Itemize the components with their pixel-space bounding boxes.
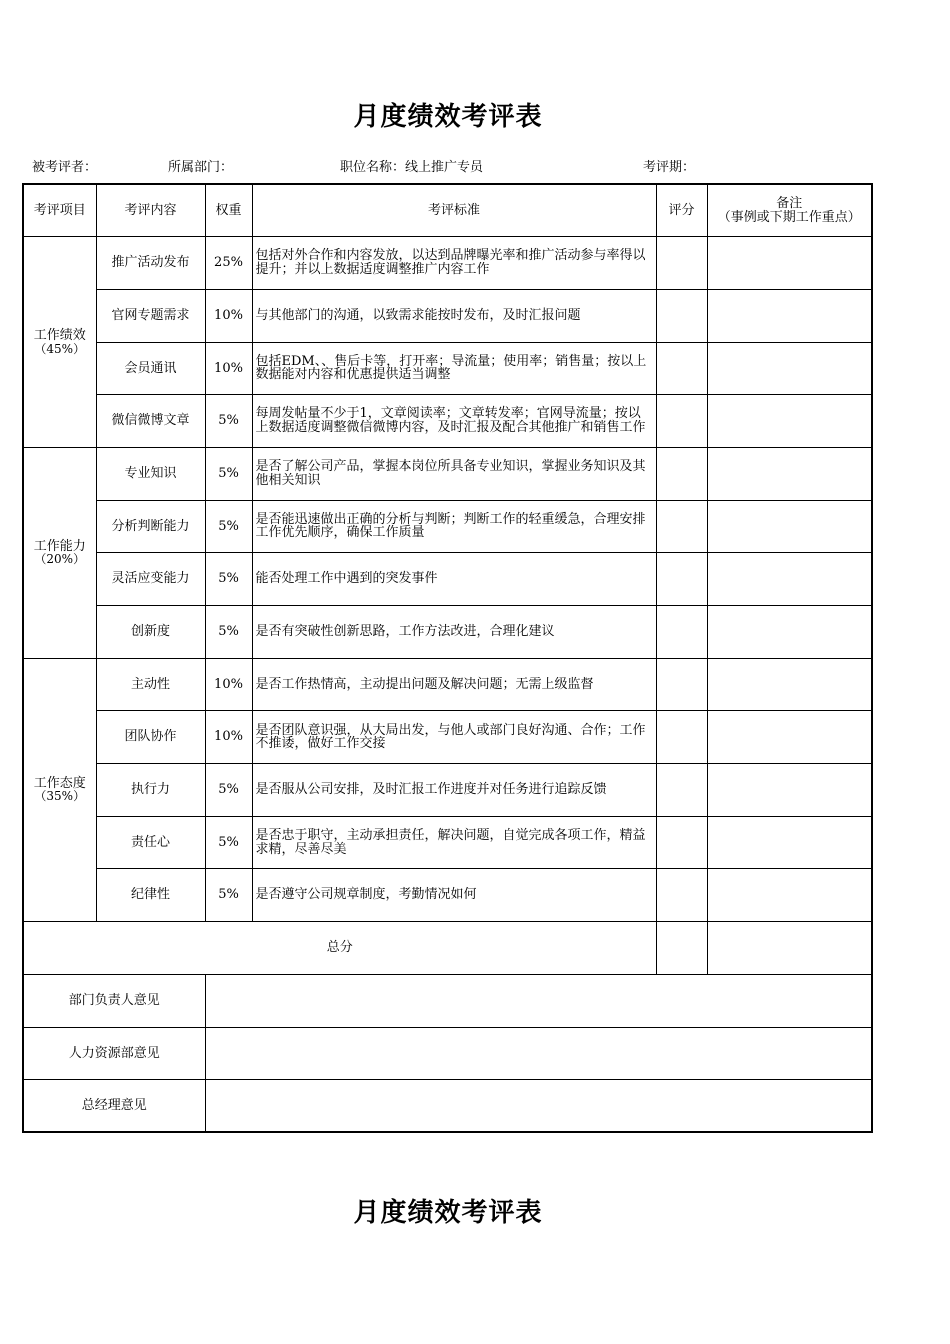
criteria-content: 创新度: [96, 606, 205, 659]
criteria-standard: 包括EDM、、售后卡等，打开率；导流量；使用率；销售量；按以上数据能对内容和优惠提供适当调整: [252, 342, 656, 395]
score-cell[interactable]: [656, 237, 707, 290]
criteria-row: [23, 395, 872, 448]
score-cell[interactable]: [656, 342, 707, 395]
criteria-weight: 5%: [205, 553, 252, 606]
evaluatee-field: 被考评者：: [32, 160, 98, 175]
score-cell[interactable]: [656, 711, 707, 764]
header-standard: 考评标准: [252, 184, 656, 237]
criteria-content: 分析判断能力: [96, 500, 205, 553]
criteria-content: 责任心: [96, 816, 205, 869]
opinion-row: [23, 1027, 872, 1080]
criteria-standard: 能否处理工作中遇到的突发事件: [252, 553, 656, 606]
header-row: [23, 184, 872, 237]
opinion-label: 总经理意见: [23, 1080, 205, 1133]
remark-cell[interactable]: [707, 447, 872, 500]
criteria-weight: 10%: [205, 658, 252, 711]
criteria-weight: 5%: [205, 606, 252, 659]
criteria-content: 会员通讯: [96, 342, 205, 395]
period-field: 考评期：: [643, 160, 696, 175]
criteria-standard: 是否能迅速做出正确的分析与判断；判断工作的轻重缓急，合理安排工作优先顺序，确保工作质量: [252, 500, 656, 553]
group-cell: [23, 237, 96, 448]
opinion-field[interactable]: [205, 1027, 872, 1080]
header-content: 考评内容: [96, 184, 205, 237]
remark-cell[interactable]: [707, 289, 872, 342]
total-row: [23, 922, 872, 975]
evaluation-table: [22, 183, 873, 1133]
criteria-row: [23, 342, 872, 395]
criteria-content: 执行力: [96, 764, 205, 817]
criteria-standard: 是否忠于职守，主动承担责任，解决问题，自觉完成各项工作，精益求精，尽善尽美: [252, 816, 656, 869]
group-name: 工作能力: [33, 538, 86, 554]
header-remark: [707, 184, 872, 237]
remark-cell[interactable]: [707, 237, 872, 290]
total-remark-cell[interactable]: [707, 922, 872, 975]
criteria-row: [23, 658, 872, 711]
opinion-field[interactable]: [205, 1080, 872, 1133]
score-cell[interactable]: [656, 816, 707, 869]
criteria-weight: 10%: [205, 711, 252, 764]
criteria-weight: 5%: [205, 395, 252, 448]
header-remark-label: 备注: [776, 195, 803, 211]
remark-cell[interactable]: [707, 764, 872, 817]
total-label: 总分: [23, 922, 656, 975]
position-field: 职位名称：线上推广专员: [340, 160, 484, 175]
criteria-weight: 5%: [205, 816, 252, 869]
group-cell: [23, 658, 96, 921]
criteria-row: [23, 869, 872, 922]
criteria-row: [23, 237, 872, 290]
criteria-standard: 包括对外合作和内容发放，以达到品牌曝光率和推广活动参与率得以提升；并以上数据适度调整推广内容工作: [252, 237, 656, 290]
remark-cell[interactable]: [707, 711, 872, 764]
score-cell[interactable]: [656, 869, 707, 922]
criteria-weight: 5%: [205, 764, 252, 817]
criteria-standard: 是否团队意识强，从大局出发，与他人或部门良好沟通、合作；工作不推诿，做好工作交接: [252, 711, 656, 764]
criteria-row: [23, 711, 872, 764]
criteria-content: 纪律性: [96, 869, 205, 922]
criteria-standard: 是否遵守公司规章制度，考勤情况如何: [252, 869, 656, 922]
criteria-weight: 5%: [205, 869, 252, 922]
criteria-row: [23, 553, 872, 606]
group-cell: [23, 447, 96, 658]
score-cell[interactable]: [656, 500, 707, 553]
score-cell[interactable]: [656, 553, 707, 606]
page-title: 月度绩效考评表: [353, 102, 543, 132]
remark-cell[interactable]: [707, 658, 872, 711]
opinion-label: 人力资源部意见: [23, 1027, 205, 1080]
criteria-row: [23, 606, 872, 659]
criteria-standard: 是否有突破性创新思路，工作方法改进，合理化建议: [252, 606, 656, 659]
opinion-row: [23, 1080, 872, 1133]
score-cell[interactable]: [656, 764, 707, 817]
criteria-weight: 10%: [205, 289, 252, 342]
criteria-standard: 每周发帖量不少于1，文章阅读率；文章转发率；官网导流量；按以上数据适度调整微信微博内容，及时汇报及配合其他推广和销售工作: [252, 395, 656, 448]
remark-cell[interactable]: [707, 342, 872, 395]
criteria-content: 灵活应变能力: [96, 553, 205, 606]
criteria-row: [23, 500, 872, 553]
criteria-row: [23, 816, 872, 869]
criteria-content: 官网专题需求: [96, 289, 205, 342]
criteria-standard: 是否了解公司产品，掌握本岗位所具备专业知识，掌握业务知识及其他相关知识: [252, 447, 656, 500]
total-score-cell[interactable]: [656, 922, 707, 975]
remark-cell[interactable]: [707, 606, 872, 659]
page-title-repeat: 月度绩效考评表: [353, 1198, 543, 1228]
score-cell[interactable]: [656, 658, 707, 711]
criteria-content: 团队协作: [96, 711, 205, 764]
opinion-label: 部门负责人意见: [23, 974, 205, 1027]
criteria-content: 微信微博文章: [96, 395, 205, 448]
criteria-weight: 25%: [205, 237, 252, 290]
criteria-standard: 是否服从公司安排，及时汇报工作进度并对任务进行追踪反馈: [252, 764, 656, 817]
remark-cell[interactable]: [707, 553, 872, 606]
header-item: 考评项目: [23, 184, 96, 237]
header-remark-sub: （事例或下期工作重点）: [717, 209, 861, 225]
criteria-standard: 与其他部门的沟通，以致需求能按时发布，及时汇报问题: [252, 289, 656, 342]
score-cell[interactable]: [656, 447, 707, 500]
criteria-standard: 是否工作热情高，主动提出问题及解决问题；无需上级监督: [252, 658, 656, 711]
department-field: 所属部门：: [168, 160, 234, 175]
opinion-row: [23, 974, 872, 1027]
remark-cell[interactable]: [707, 500, 872, 553]
criteria-weight: 5%: [205, 447, 252, 500]
opinion-field[interactable]: [205, 974, 872, 1027]
score-cell[interactable]: [656, 395, 707, 448]
score-cell[interactable]: [656, 289, 707, 342]
remark-cell[interactable]: [707, 816, 872, 869]
score-cell[interactable]: [656, 606, 707, 659]
header-score: 评分: [656, 184, 707, 237]
remark-cell[interactable]: [707, 869, 872, 922]
criteria-row: [23, 447, 872, 500]
group-weight: （35%）: [34, 789, 86, 804]
header-weight: 权重: [205, 184, 252, 237]
criteria-weight: 10%: [205, 342, 252, 395]
criteria-row: [23, 764, 872, 817]
criteria-row: [23, 289, 872, 342]
criteria-content: 专业知识: [96, 447, 205, 500]
criteria-content: 推广活动发布: [96, 237, 205, 290]
remark-cell[interactable]: [707, 395, 872, 448]
group-name: 工作绩效: [33, 327, 86, 343]
group-weight: （20%）: [34, 552, 86, 567]
criteria-content: 主动性: [96, 658, 205, 711]
group-name: 工作态度: [33, 775, 86, 791]
group-weight: （45%）: [34, 341, 86, 356]
criteria-weight: 5%: [205, 500, 252, 553]
